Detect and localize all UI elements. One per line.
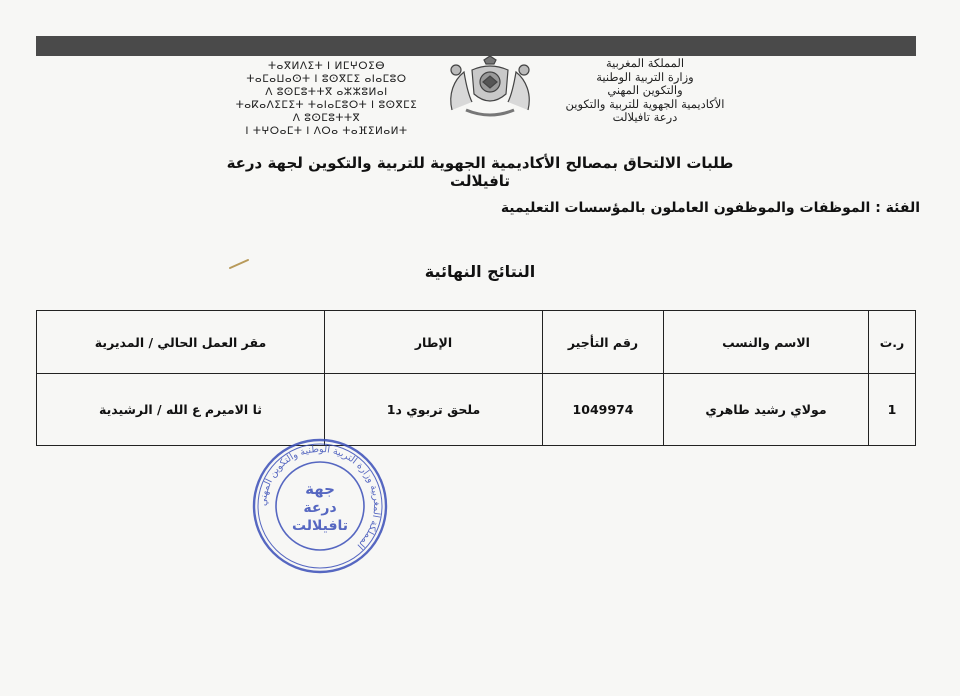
tifinagh-header bbox=[224, 60, 429, 138]
official-stamp bbox=[250, 436, 390, 576]
cell-name: مولاي رشيد طاهري bbox=[664, 374, 869, 446]
cell-number: 1 bbox=[869, 374, 916, 446]
cell-registration: 1049974 bbox=[543, 374, 664, 446]
table-row bbox=[37, 374, 916, 446]
ministry-header bbox=[530, 57, 760, 125]
ministry-line: درعة تافيلالت bbox=[612, 110, 678, 124]
ministry-line: وزارة التربية الوطنية bbox=[596, 69, 694, 84]
tifinagh-line: ⴷ ⵓⵙⵎⵓⵜⵜⴳ bbox=[292, 112, 361, 124]
ministry-line: الأكاديمية الجهوية للتربية والتكوين bbox=[565, 96, 725, 111]
stamp-line-1: جهة bbox=[305, 480, 335, 498]
coat-of-arms-icon bbox=[442, 50, 538, 120]
tifinagh-line: ⵜⴰⴳⵍⴷⵉⵜ ⵏ ⵍⵎⵖⵔⵉⴱ bbox=[267, 60, 386, 72]
tifinagh-line: ⴷ ⵓⵙⵎⵓⵜⵜⴳ ⴰⵣⵣⵓⵍⴰⵏ bbox=[265, 86, 388, 98]
pen-mark-icon bbox=[228, 258, 250, 270]
header-registration: رقم التأجير bbox=[543, 311, 664, 374]
stamp-line-2: درعة bbox=[303, 500, 337, 516]
header-workplace: مقر العمل الحالي / المديرية bbox=[37, 311, 325, 374]
ministry-line: والتكوين المهني bbox=[607, 83, 683, 97]
results-table bbox=[36, 310, 916, 446]
header-name: الاسم والنسب bbox=[664, 311, 869, 374]
header-number: ر.ت bbox=[869, 311, 916, 374]
stamp-outer-text: المملكة المغربية وزارة التربية الوطنية والتكوين المهني bbox=[257, 443, 383, 552]
stamp-line-3: تافيلالت bbox=[291, 518, 349, 534]
table-header-row bbox=[37, 311, 916, 374]
tifinagh-line: ⵜⴰⴽⴰⴷⵉⵎⵉⵜ ⵜⴰⵏⴰⵎⵓⵔⵜ ⵏ ⵓⵙⴳⵎⵉ bbox=[235, 99, 418, 111]
header-grade: الإطار bbox=[325, 311, 543, 374]
results-heading: النتائج النهائية bbox=[424, 262, 536, 281]
tifinagh-line: ⵏ ⵜⵖⵔⴰⵎⵜ ⵏ ⴷⵔⴰ ⵜⴰⴼⵉⵍⴰⵍⵜ bbox=[245, 125, 408, 137]
tifinagh-line: ⵜⴰⵎⴰⵡⴰⵙⵜ ⵏ ⵓⵙⴳⵎⵉ ⴰⵏⴰⵎⵓⵔ bbox=[246, 73, 407, 85]
cell-workplace: ثا الاميرم ع الله / الرشيدية bbox=[37, 374, 325, 446]
document-title: طلبات الالتحاق بمصالح الأكاديمية الجهوية للتربية والتكوين لجهة درعة تافيلالت bbox=[226, 154, 734, 190]
cell-grade: ملحق تربوي د1 bbox=[325, 374, 543, 446]
ministry-line: المملكة المغربية bbox=[605, 56, 685, 70]
category-line: الفئة : الموظفات والموظفون العاملون بالمؤسسات التعليمية bbox=[500, 200, 920, 216]
